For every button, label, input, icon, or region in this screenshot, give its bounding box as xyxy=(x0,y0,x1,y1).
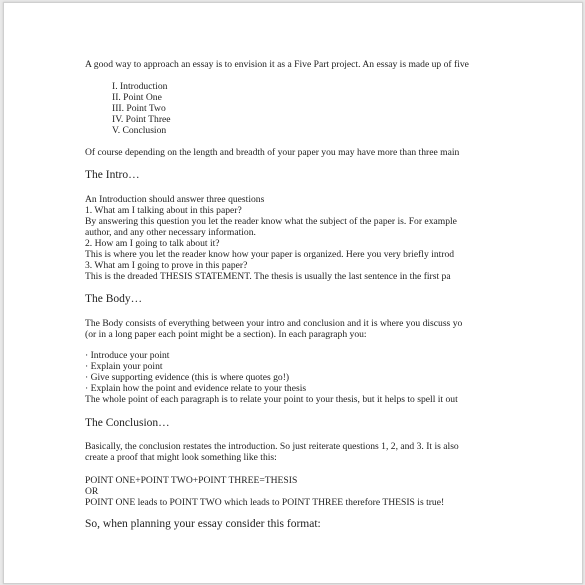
conclusion-line: Basically, the conclusion restates the introduction. So just reiterate questions 1, 2, and 3. It is also xyxy=(85,441,459,452)
formula-line: POINT ONE leads to POINT TWO which leads to POINT THREE therefore THESIS is true! xyxy=(85,497,445,508)
conclusion-heading: The Conclusion… xyxy=(85,417,170,429)
body-heading: The Body… xyxy=(85,293,143,305)
body-line: (or in a long paper each point might be a section). In each paragraph you: xyxy=(85,329,367,340)
intro-line: By answering this question you let the reader know what the subject of the paper is. For example xyxy=(85,216,457,227)
length-note: Of course depending on the length and breadth of your paper you may have more than three main xyxy=(85,147,460,158)
body-bullet: · Explain how the point and evidence relate to your thesis xyxy=(85,383,307,394)
conclusion-line: create a proof that might look something like this: xyxy=(85,452,277,463)
intro-paragraph: A good way to approach an essay is to envision it as a Five Part project. An essay is made up of five xyxy=(85,59,469,70)
body-bullet: · Introduce your point xyxy=(85,350,170,361)
body-line: The Body consists of everything between your intro and conclusion and it is where you discuss yo xyxy=(85,318,463,329)
intro-line: 1. What am I talking about in this paper? xyxy=(85,205,242,216)
intro-line: 2. How am I going to talk about it? xyxy=(85,238,220,249)
intro-heading: The Intro… xyxy=(85,169,140,181)
document-content xyxy=(85,3,503,583)
intro-line: An Introduction should answer three questions xyxy=(85,194,265,205)
formula-line: POINT ONE+POINT TWO+POINT THREE=THESIS xyxy=(85,475,298,486)
outline-item: I. Introduction xyxy=(112,81,168,92)
intro-line: author, and any other necessary information. xyxy=(85,227,256,238)
document-page xyxy=(3,2,583,584)
body-bullet: · Explain your point xyxy=(85,361,163,372)
outline-item: V. Conclusion xyxy=(112,125,167,136)
intro-line: This is the dreaded THESIS STATEMENT. The thesis is usually the last sentence in the first pa xyxy=(85,271,451,282)
outline-item: IV. Point Three xyxy=(112,114,171,125)
outline-item: II. Point One xyxy=(112,92,162,103)
intro-line: This is where you let the reader know how your paper is organized. Here you very briefly introd xyxy=(85,249,455,260)
formula-line: OR xyxy=(85,486,99,497)
body-closing: The whole point of each paragraph is to relate your point to your thesis, but it helps to spell it out xyxy=(85,394,458,405)
outline-item: III. Point Two xyxy=(112,103,166,114)
closing-line: So, when planning your essay consider this format: xyxy=(85,518,321,530)
intro-line: 3. What am I going to prove in this paper? xyxy=(85,260,248,271)
body-bullet: · Give supporting evidence (this is where quotes go!) xyxy=(85,372,290,383)
